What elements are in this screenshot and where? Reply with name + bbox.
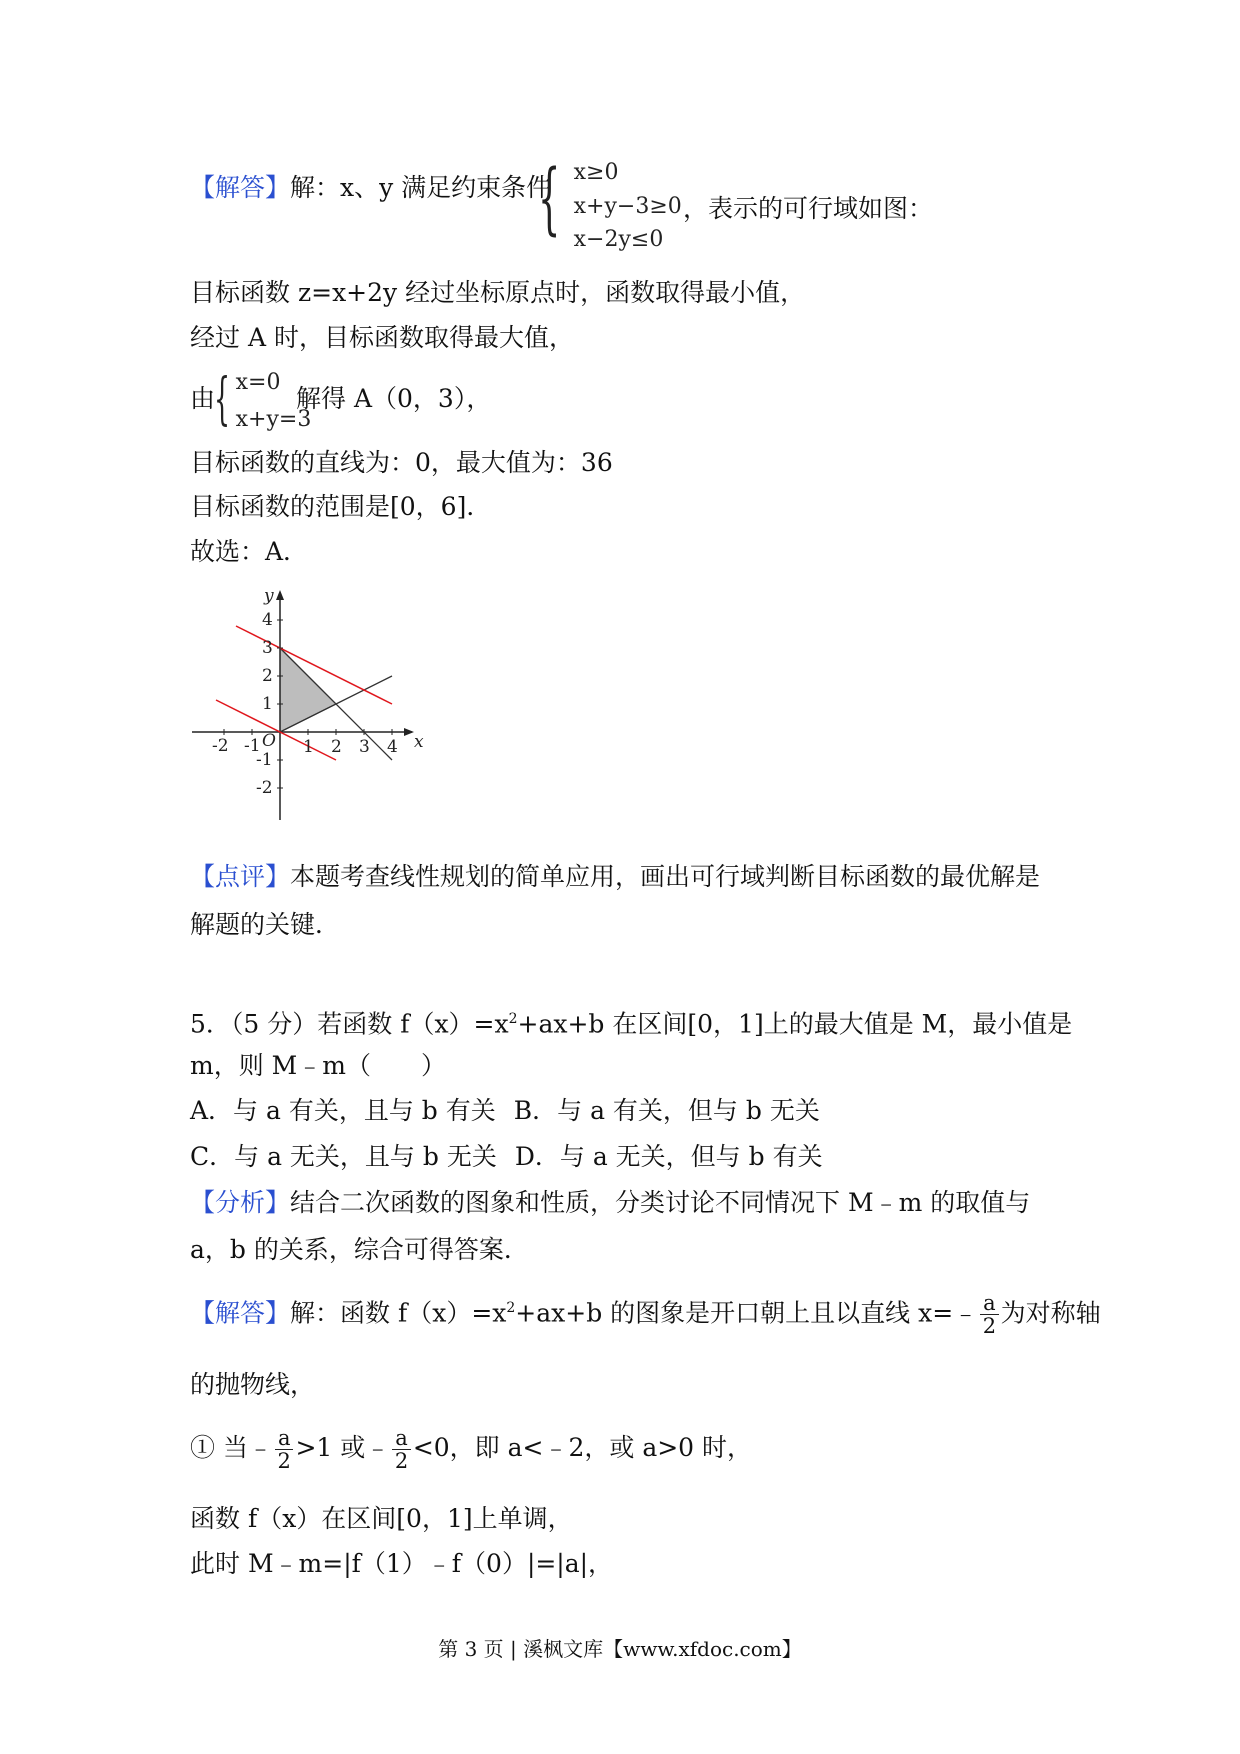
q5-sup: 2	[508, 1011, 518, 1027]
q5-options-cd	[190, 1140, 823, 1174]
x-tick-label: 2	[331, 737, 342, 757]
answer-text-before: 解：x、y 满足约束条件	[290, 173, 552, 202]
y-axis-label: y	[264, 586, 274, 606]
origin-label: O	[262, 731, 276, 751]
constraint-system	[538, 154, 682, 252]
fraction-a-over-2: $\frac{a}{2}$	[392, 1427, 411, 1472]
line-min: 目标函数 z=x+2y 经过坐标原点时，函数取得最小值，	[190, 278, 806, 307]
constraint-1: x≥0	[573, 160, 619, 185]
x-tick-label: 4	[387, 737, 398, 757]
case-text-c: <0，即 a<﹣2，或 a>0 时，	[412, 1433, 753, 1462]
answer-line	[190, 171, 551, 205]
review-line-2: 解题的关键．	[190, 910, 341, 939]
equation-2: x+y=3	[235, 407, 312, 432]
review-line-1	[190, 860, 1040, 894]
answer2-text-c: 为对称轴	[1000, 1298, 1101, 1328]
option-b: B．与 a 有关，但与 b 无关	[513, 1096, 820, 1125]
left-brace: {	[538, 154, 561, 244]
y-tick-label: 1	[262, 694, 273, 714]
x-axis-arrow	[404, 728, 414, 736]
constraint-3: x−2y≤0	[573, 227, 664, 252]
q5-line-1	[190, 1002, 1072, 1041]
answer2-line-2: 的抛物线，	[190, 1370, 316, 1399]
x-tick-label: -1	[244, 736, 261, 756]
line-choose: 故选：A．	[190, 537, 309, 566]
option-c: C．与 a 无关，且与 b 无关	[190, 1142, 497, 1171]
option-d: D．与 a 无关，但与 b 有关	[514, 1142, 823, 1171]
analysis-line-2: a，b 的关系，综合可得答案．	[190, 1235, 529, 1264]
equation-1: x=0	[235, 370, 281, 395]
solve-prefix: 由	[190, 384, 216, 413]
answer2-text-b: +ax+b 的图象是开口朝上且以直线 x=﹣	[515, 1298, 979, 1328]
case-line	[190, 1427, 752, 1472]
feasible-region-graph	[190, 585, 430, 825]
case-text-b: >1 或﹣	[295, 1433, 391, 1462]
y-tick-label: -2	[256, 778, 273, 798]
x-tick-label: 3	[359, 737, 370, 757]
x-tick-label: -2	[212, 736, 229, 756]
q5-line-2: m，则 M﹣m（ ）	[190, 1051, 446, 1080]
y-tick-label: 3	[262, 638, 273, 658]
case-text-a: ① 当﹣	[190, 1433, 273, 1462]
y-tick-label: 4	[262, 610, 273, 630]
analysis-text-1: 结合二次函数的图象和性质，分类讨论不同情况下 M﹣m 的取值与	[290, 1188, 1031, 1217]
analysis-line-1	[190, 1186, 1030, 1220]
q5-text-b: +ax+b 在区间[0，1]上的最大值是 M，最小值是	[517, 1009, 1073, 1039]
answer-text-after: ，表示的可行域如图：	[683, 194, 934, 223]
x-tick-label: 1	[303, 737, 314, 757]
line-values: 目标函数的直线为：0，最大值为：36	[190, 448, 613, 477]
y-axis-arrow	[276, 590, 284, 600]
constraint-2: x+y−3≥0	[573, 193, 682, 219]
option-a: A．与 a 有关，且与 b 有关	[190, 1096, 496, 1125]
answer2-line-1	[190, 1291, 1101, 1337]
x-axis-label: x	[414, 732, 424, 752]
line-range: 目标函数的范围是[0，6]．	[190, 492, 492, 521]
answer2-sup: 2	[506, 1300, 516, 1316]
analysis-tag: 【分析】	[190, 1188, 291, 1217]
fraction-a-over-2: $\frac{a}{2}$	[275, 1427, 294, 1472]
left-brace-2: {	[214, 367, 231, 432]
monotone-line: 函数 f（x）在区间[0，1]上单调，	[190, 1504, 573, 1533]
answer-tag: 【解答】	[190, 173, 291, 202]
y-tick-label: -1	[256, 750, 273, 770]
q5-options-ab	[190, 1094, 820, 1128]
line-max: 经过 A 时，目标函数取得最大值，	[190, 323, 574, 352]
answer2-text-a: 解：函数 f（x）=x	[290, 1298, 507, 1328]
constraint-rows	[574, 160, 682, 252]
difference-line: 此时 M﹣m=|f（1）﹣f（0）|=|a|，	[190, 1549, 614, 1578]
solve-suffix: 解得 A（0，3），	[296, 384, 492, 413]
y-tick-label: 2	[262, 666, 273, 686]
review-tag: 【点评】	[190, 862, 291, 891]
fraction-a-over-2: $\frac{a}{2}$	[980, 1292, 999, 1337]
answer2-tag: 【解答】	[190, 1298, 291, 1328]
feasible-region	[280, 648, 336, 732]
page-footer: 第 3 页 | 溪枫文库【www.xfdoc.com】	[438, 1637, 802, 1661]
q5-text-a: 5．（5 分）若函数 f（x）=x	[190, 1009, 509, 1039]
review-text-1: 本题考查线性规划的简单应用，画出可行域判断目标函数的最优解是	[290, 862, 1041, 891]
